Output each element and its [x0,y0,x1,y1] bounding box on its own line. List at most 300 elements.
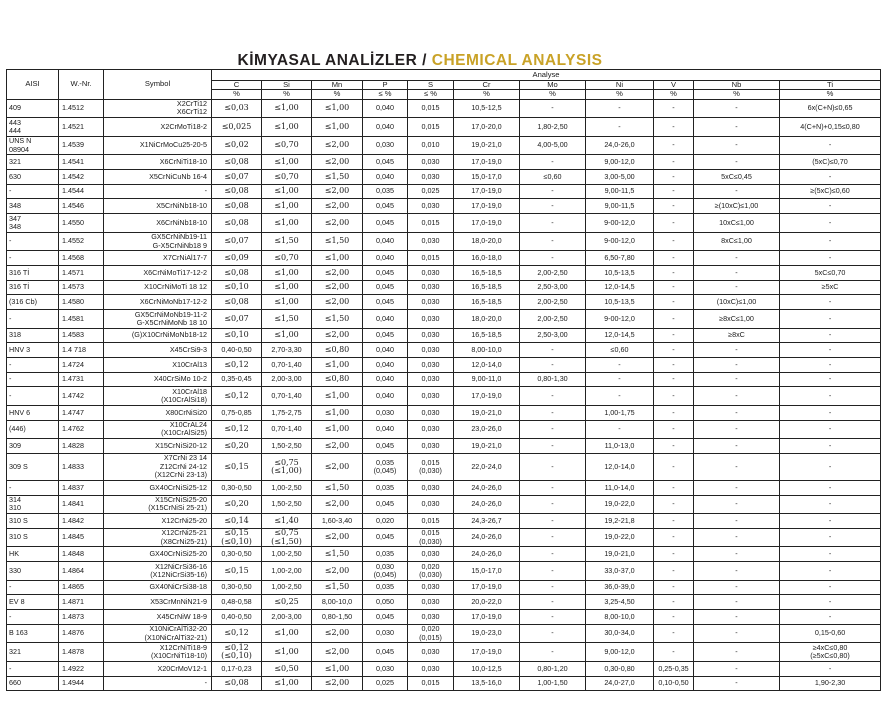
cell-line: 0,045 [376,440,394,450]
cell-ni [586,406,654,421]
cell-mo [520,580,586,595]
cell-ni [586,99,654,118]
cell-mo [520,232,586,251]
cell-line: ≤0,80 [324,374,350,384]
cell-line: 443 [9,117,21,127]
cell-c [212,495,262,514]
cell-wnr [59,118,104,137]
cell-line: 10,5-12,5 [471,103,502,113]
cell-cr [454,595,520,610]
cell-line: 2,00-3,00 [271,374,302,384]
cell-line: - [672,532,675,542]
cell-line: ≤0,15 [224,565,249,575]
cell-ni [586,495,654,514]
cell-line: 0,030 [421,549,440,559]
cell-line: - [551,391,554,401]
cell-line: 17,0-19,0 [471,391,502,401]
cell-line: 12,0-14,0 [604,461,635,471]
cell-ti [780,676,881,691]
cell-line: 33,0-37,0 [604,565,635,575]
cell-line: - [828,217,832,227]
cell-line: ≤1,50 [274,236,299,246]
cell-aisi [7,439,59,454]
title-separator: / [422,52,427,69]
cell-line: 0,040 [376,391,394,401]
cell-s [408,372,454,387]
cell-line: - [672,157,675,167]
cell-aisi [7,199,59,214]
cell-line: X10NiCrAlTi32-20 [149,624,207,634]
cell-line: 16,5-18,5 [471,282,502,292]
cell-line: 24,0-26,0 [471,499,502,509]
cell-line: ≤2,00 [324,440,350,450]
cell-line: 19,0-22,0 [604,499,635,509]
cell-line: ≤2,00 [324,532,350,542]
cell-line: ≤2,00 [324,282,350,292]
cell-ni [586,562,654,581]
cell-symbol [104,387,212,406]
cell-line: 1,00-1,75 [604,407,635,417]
cell-symbol [104,610,212,625]
cell-line: 0,70-1,40 [271,424,302,434]
cell-line: 1.4922 [62,663,84,673]
cell-line: ≤1,00 [324,424,350,434]
cell-symbol [104,184,212,199]
cell-ni [586,295,654,310]
cell-line: 0,030 [421,171,440,181]
cell-c [212,643,262,662]
cell-v [654,595,694,610]
cell-line: - [828,313,832,323]
cell-mn [312,136,363,155]
cell-mn [312,676,363,691]
cell-line: 1,00-1,50 [537,678,568,688]
cell-line: - [735,407,738,417]
cell-line: 0,040 [376,171,394,181]
cell-mo [520,328,586,343]
cell-line: ≤0,08 [224,297,249,307]
cell-line: 8xC≤1,00 [721,236,752,246]
cell-line: 310 S [9,532,28,542]
cell-mo [520,661,586,676]
cell-mn [312,595,363,610]
cell-s [408,528,454,547]
cell-mn [312,295,363,310]
cell-line: 3,00-5,00 [604,171,635,181]
cell-line: ≤1,00 [324,253,350,262]
cell-nb [694,676,780,691]
cell-s [408,232,454,251]
cell-line: ≤1,00 [324,103,350,113]
header-wnr: W.-Nr. [59,70,104,100]
cell-v [654,280,694,295]
cell-line: (0,015) [419,632,442,642]
cell-line: ≤1,00 [324,359,350,369]
cell-line: 1,00-2,00 [271,565,302,575]
cell-line: - [735,582,738,592]
cell-mo [520,199,586,214]
cell-line: - [204,186,207,196]
cell-line: 0,015 [421,121,440,131]
cell-c [212,372,262,387]
cell-line: X5CrNiCuNb 16-4 [149,171,207,181]
cell-line: 9-00-12,0 [604,313,635,323]
cell-line: 0,030 [421,345,440,355]
cell-line: 0,75-0,85 [221,407,252,417]
cell-ti [780,562,881,581]
cell-line: 0,80-1,20 [537,663,568,673]
cell-line: - [672,440,675,450]
cell-wnr [59,280,104,295]
cell-symbol [104,295,212,310]
cell-si [262,184,312,199]
cell-wnr [59,372,104,387]
cell-line: 19,0-21,0 [604,549,635,559]
cell-nb [694,480,780,495]
header-unit: % [312,90,363,99]
table-row [7,610,881,625]
cell-c [212,232,262,251]
cell-line: 12,0-14,0 [471,359,502,369]
cell-line: 17,0-20,0 [471,121,502,131]
cell-symbol [104,310,212,329]
cell-line: - [735,374,738,384]
cell-line: ≤1,00 [274,121,299,131]
table-row [7,214,881,233]
cell-line: - [735,103,738,113]
cell-mo [520,266,586,281]
cell-line: 0,040 [376,236,394,246]
cell-line: X7CrNi 23 14 [163,453,207,463]
cell-line: 1.4873 [62,611,84,621]
cell-line: 8,00-10,0 [604,611,635,621]
cell-line: 0,035 [376,186,394,196]
cell-line: 0,030 [421,597,440,607]
cell-aisi [7,251,59,266]
cell-c [212,420,262,439]
cell-cr [454,328,520,343]
cell-line: ≤0,07 [224,171,249,181]
cell-line: 24,0-26,0 [471,549,502,559]
cell-mo [520,251,586,266]
cell-line: 17,0-19,0 [471,582,502,592]
cell-s [408,295,454,310]
cell-p [363,643,408,662]
cell-symbol [104,266,212,281]
cell-line: ≤1,00 [324,391,350,401]
header-element-v: V [654,81,694,90]
cell-s [408,676,454,691]
cell-line: 1,50-2,50 [271,440,302,450]
cell-nb [694,280,780,295]
table-row [7,280,881,295]
cell-line: (0,030) [419,569,442,579]
cell-line: 13,5-16,0 [471,678,502,688]
cell-line: ≤0,08 [224,201,249,211]
cell-line: - [618,374,621,384]
cell-line: ≤0,12 [224,642,249,652]
cell-line: - [672,565,675,575]
cell-p [363,420,408,439]
cell-line: - [828,424,832,434]
cell-line: ≤2,00 [324,628,350,638]
cell-p [363,406,408,421]
title-turkish: KİMYASAL ANALİZLER [237,52,418,69]
cell-ni [586,595,654,610]
cell-line: - [828,611,832,621]
cell-ni [586,661,654,676]
cell-wnr [59,610,104,625]
cell-v [654,310,694,329]
cell-v [654,99,694,118]
cell-cr [454,155,520,170]
cell-mo [520,439,586,454]
cell-mn [312,439,363,454]
cell-line: X6CrNiNb18-10 [156,217,207,227]
cell-cr [454,99,520,118]
cell-line: ≤0,08 [224,186,249,196]
cell-line: ≤1,00 [274,157,299,167]
cell-mn [312,251,363,266]
cell-line: 12,0-14,5 [604,282,635,292]
cell-s [408,661,454,676]
cell-line: 0,40-0,50 [221,611,252,621]
cell-p [363,514,408,529]
cell-line: - [551,236,554,246]
cell-line: 24,0-26,0 [471,532,502,542]
cell-line: - [828,359,832,369]
cell-aisi [7,170,59,185]
cell-line: - [672,407,675,417]
cell-v [654,343,694,358]
cell-line: - [828,391,832,401]
cell-symbol [104,155,212,170]
cell-line: 0,020 [421,561,440,571]
cell-si [262,310,312,329]
cell-wnr [59,676,104,691]
cell-line: - [9,313,12,323]
cell-si [262,118,312,137]
cell-line: - [672,186,675,196]
cell-v [654,439,694,454]
cell-line: 0,30-0,50 [221,582,252,592]
table-row [7,595,881,610]
table-row [7,480,881,495]
cell-mn [312,266,363,281]
cell-v [654,184,694,199]
cell-ni [586,480,654,495]
cell-wnr [59,514,104,529]
table-row [7,547,881,562]
cell-line: 0,030 [376,561,394,571]
cell-p [363,118,408,137]
cell-ti [780,420,881,439]
cell-line: - [551,565,554,575]
cell-c [212,480,262,495]
cell-s [408,643,454,662]
cell-line: X20CrMoV12-1 [157,663,207,673]
cell-mn [312,624,363,643]
cell-p [363,595,408,610]
cell-si [262,343,312,358]
cell-c [212,184,262,199]
cell-c [212,99,262,118]
cell-si [262,232,312,251]
header-element-cr: Cr [454,81,520,90]
cell-si [262,610,312,625]
chemical-analysis-table [6,69,881,691]
cell-ni [586,420,654,439]
table-row [7,251,881,266]
cell-line: 316 Tİ [9,267,30,277]
cell-line: ≤0,15 [224,528,249,538]
cell-line: X45CrSi9-3 [169,345,207,355]
cell-line: (X15CrNiSi 25-21) [148,503,207,513]
cell-aisi [7,295,59,310]
cell-line: 19,0-21,0 [471,440,502,450]
cell-s [408,453,454,480]
cell-line: 0,045 [376,297,394,307]
cell-line: 321 [9,157,21,167]
header-element-nb: Nb [694,81,780,90]
cell-line: 24,0-26,0 [604,140,635,150]
cell-p [363,343,408,358]
cell-line: 9,00-12,0 [604,647,635,656]
table-row [7,514,881,529]
cell-mo [520,610,586,625]
cell-cr [454,118,520,137]
cell-symbol [104,170,212,185]
cell-line: X6CrNiMoTi17-12-2 [143,267,207,277]
cell-c [212,547,262,562]
cell-mn [312,118,363,137]
cell-line: 17,0-19,0 [471,217,502,227]
cell-p [363,199,408,214]
cell-line: B 163 [9,628,28,638]
cell-s [408,199,454,214]
cell-line: ≤1,00 [274,647,299,656]
cell-ni [586,251,654,266]
cell-s [408,387,454,406]
cell-line: - [672,140,675,150]
cell-line: 22,0-24,0 [471,461,502,471]
cell-c [212,453,262,480]
cell-line: 0,030 [376,628,394,638]
cell-c [212,610,262,625]
cell-line: X2CrTi12 [176,99,207,109]
cell-s [408,251,454,266]
cell-ti [780,610,881,625]
cell-line: ≤0,15 [224,461,249,471]
cell-p [363,358,408,373]
cell-nb [694,562,780,581]
cell-cr [454,480,520,495]
cell-line: 0,015 [421,217,440,227]
cell-line: 0,10-0,50 [658,678,689,688]
cell-line: - [618,391,621,401]
cell-cr [454,643,520,662]
cell-aisi [7,480,59,495]
cell-line: ≤1,00 [274,217,299,227]
header-unit: % [212,90,262,99]
cell-line: 309 [9,440,21,450]
cell-v [654,251,694,266]
cell-line: ≤2,00 [324,461,350,471]
cell-ti [780,232,881,251]
cell-line: - [828,549,832,559]
cell-line: 0,30-0,80 [604,663,635,673]
cell-line: ≤2,00 [324,678,350,688]
cell-mn [312,343,363,358]
cell-line: 19,2-21,8 [604,515,635,525]
cell-line: 0,045 [376,647,394,656]
cell-line: 17,0-19,0 [471,186,502,196]
cell-symbol [104,358,212,373]
cell-p [363,610,408,625]
cell-aisi [7,514,59,529]
cell-line: 0,040 [376,313,394,323]
cell-line: - [551,345,554,355]
cell-line: 1.4546 [62,201,84,211]
cell-line: 1.4580 [62,297,84,307]
cell-c [212,136,262,155]
cell-s [408,580,454,595]
cell-nb [694,310,780,329]
cell-mo [520,372,586,387]
cell-wnr [59,232,104,251]
cell-line: 2,70-3,30 [271,345,302,355]
cell-line: - [672,282,675,292]
cell-line: 0,015 [421,457,440,467]
cell-line: 0,80-1,30 [537,374,568,384]
cell-line: - [828,440,832,450]
cell-p [363,170,408,185]
cell-line: - [828,236,832,246]
cell-line: - [735,140,738,150]
cell-line: (G)X10CrNiMoNb18-12 [131,330,207,340]
cell-line: 409 [9,103,21,113]
cell-nb [694,372,780,387]
table-row [7,661,881,676]
cell-line: - [672,330,675,340]
cell-c [212,514,262,529]
cell-p [363,372,408,387]
cell-nb [694,406,780,421]
cell-nb [694,184,780,199]
cell-ti [780,547,881,562]
cell-line: 1.4583 [62,330,84,340]
cell-line: 19,0-22,0 [604,532,635,542]
cell-mo [520,495,586,514]
cell-s [408,310,454,329]
cell-line: - [551,532,554,542]
cell-line: - [672,424,675,434]
cell-wnr [59,547,104,562]
cell-c [212,406,262,421]
cell-line: X6CrTi12 [176,107,207,117]
cell-nb [694,387,780,406]
cell-wnr [59,358,104,373]
cell-aisi [7,624,59,643]
cell-line: 0,045 [376,499,394,509]
cell-line: - [9,359,12,369]
cell-line: - [551,482,554,492]
cell-s [408,439,454,454]
cell-nb [694,661,780,676]
cell-line: 0,040 [376,374,394,384]
cell-c [212,528,262,547]
cell-line: ≤1,00 [274,628,299,638]
